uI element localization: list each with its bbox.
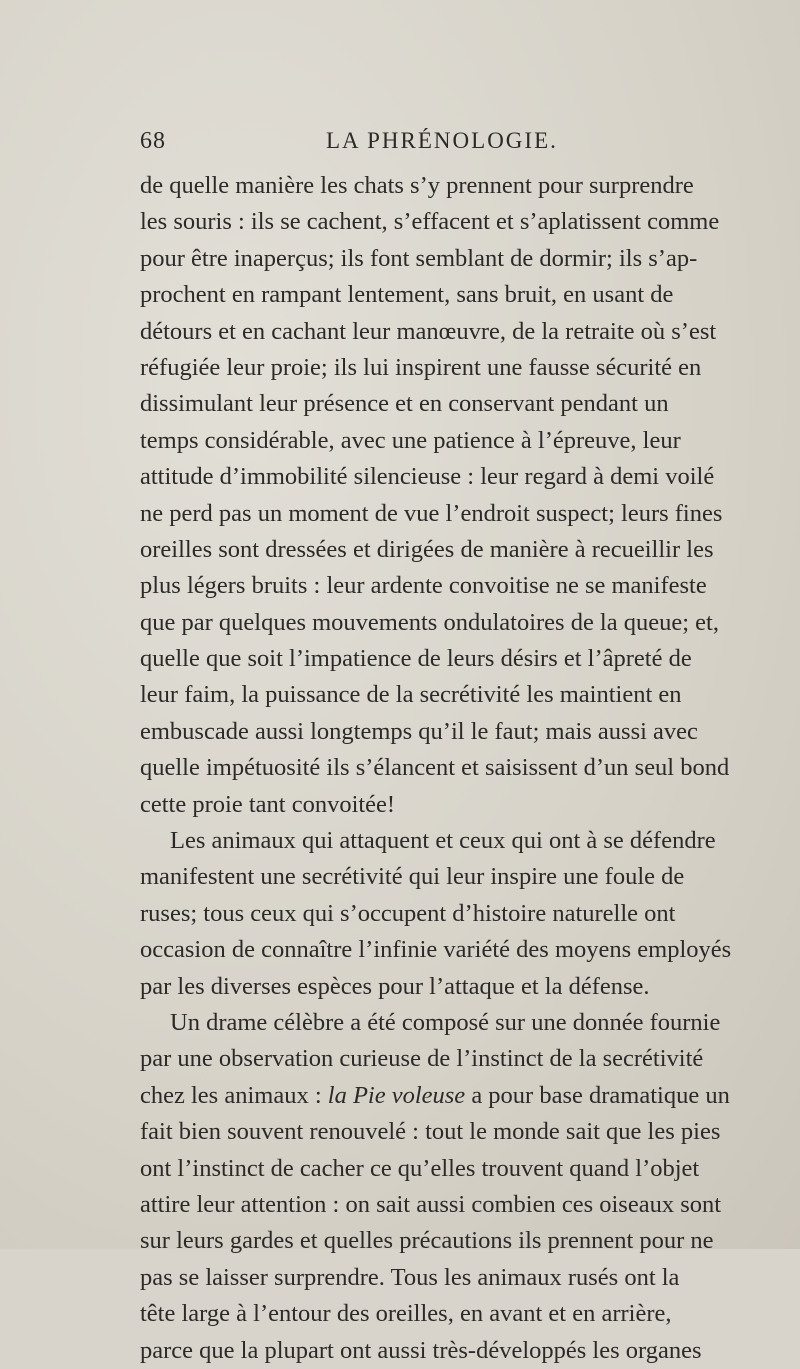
text-segment: a pour base dramatique un	[465, 1081, 730, 1109]
text-line: ont l’instinct de cacher ce qu’elles trouvent quand l’objet	[140, 1154, 700, 1182]
paragraph-3	[140, 1005, 730, 1369]
text-line: manifestent une secrétivité qui leur inspire une foule de	[140, 863, 685, 891]
paragraph-1	[140, 168, 730, 823]
text-line: attitude d’immobilité silencieuse : leur regard à demi voilé	[140, 463, 715, 491]
running-head: LA PHRÉNOLOGIE.	[326, 128, 558, 153]
text-line: attire leur attention : on sait aussi combien ces oiseaux sont	[140, 1190, 722, 1218]
text-line: ne perd pas un moment de vue l’endroit suspect; leurs fines	[140, 499, 723, 527]
text-line: quelle impétuosité ils s’élancent et saisissent d’un seul bond	[140, 754, 730, 782]
text-line: fait bien souvent renouvelé : tout le monde sait que les pies	[140, 1118, 721, 1146]
page-number: 68	[140, 128, 166, 154]
text-line: dissimulant leur présence et en conservant pendant un	[140, 390, 669, 418]
text-line: plus légers bruits : leur ardente convoitise ne se manifeste	[140, 572, 707, 600]
text-line: tête large à l’entour des oreilles, en avant et en arrière,	[140, 1300, 672, 1328]
text-line: leur faim, la puissance de la secrétivité les maintient en	[140, 681, 682, 709]
text-line: détours et en cachant leur manœuvre, de la retraite où s’est	[140, 317, 717, 345]
text-line: réfugiée leur proie; ils lui inspirent une fausse sécurité en	[140, 353, 702, 381]
text-line: oreilles sont dressées et dirigées de manière à recueillir les	[140, 535, 714, 563]
text-line-with-title	[140, 1078, 730, 1114]
text-line: par une observation curieuse de l’instinct de la secrétivité	[140, 1045, 704, 1073]
text-line: que par quelques mouvements ondulatoires de la queue; et,	[140, 608, 719, 636]
text-line: cette proie tant convoitée!	[140, 790, 396, 818]
text-line: les souris : ils se cachent, s’effacent et s’aplatissent comme	[140, 208, 720, 236]
work-title: la Pie voleuse	[327, 1081, 466, 1109]
body-text	[140, 168, 732, 1369]
text-line: Les animaux qui attaquent et ceux qui ont à se défendre	[170, 827, 716, 855]
text-line: pour être inaperçus; ils font semblant de dormir; ils s’ap-	[140, 244, 698, 272]
text-segment: chez les animaux :	[140, 1081, 328, 1109]
text-line: sur leurs gardes et quelles précautions ils prennent pour ne	[140, 1227, 714, 1255]
text-line: Un drame célèbre a été composé sur une donnée fournie	[170, 1008, 721, 1036]
text-line: parce que la plupart ont aussi très-développés les organes	[140, 1336, 702, 1364]
text-line: quelle que soit l’impatience de leurs désirs et l’âpreté de	[140, 645, 692, 673]
page-header	[140, 128, 670, 158]
paragraph-2	[140, 823, 732, 1005]
text-line: ruses; tous ceux qui s’occupent d’histoire naturelle ont	[140, 899, 676, 927]
text-line: embuscade aussi longtemps qu’il le faut; mais aussi avec	[140, 717, 698, 745]
text-line: prochent en rampant lentement, sans bruit, en usant de	[140, 281, 674, 309]
text-line: par les diverses espèces pour l’attaque et la défense.	[140, 972, 650, 1000]
text-line: pas se laisser surprendre. Tous les animaux rusés ont la	[140, 1263, 680, 1291]
text-line: occasion de connaître l’infinie variété des moyens employés	[140, 936, 732, 964]
text-line: temps considérable, avec une patience à l’épreuve, leur	[140, 426, 681, 454]
text-line: de quelle manière les chats s’y prennent pour surprendre	[140, 172, 694, 199]
